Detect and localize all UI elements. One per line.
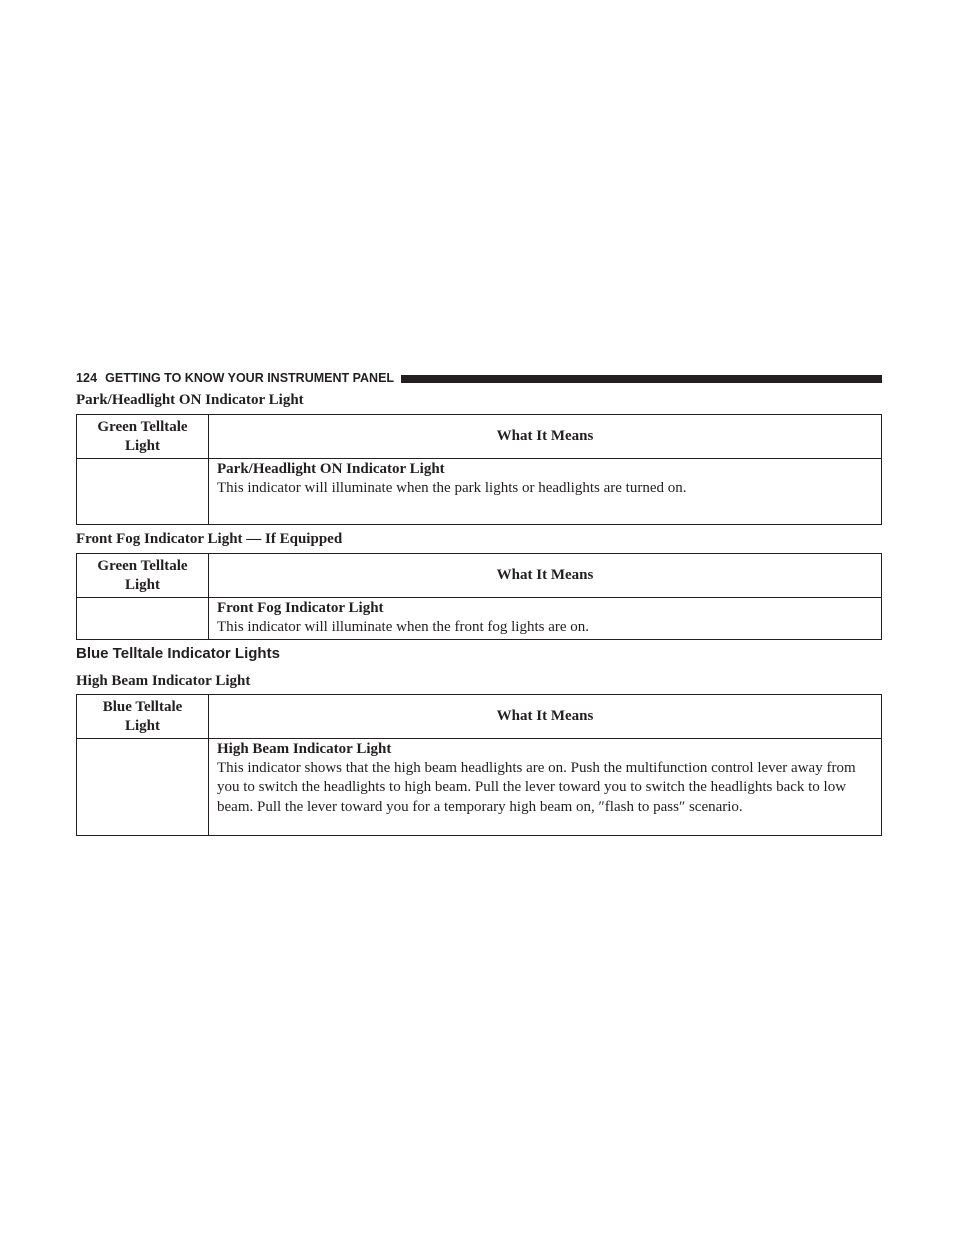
column-header-telltale (77, 554, 209, 598)
meaning-cell (209, 459, 882, 525)
entry-description: This indicator shows that the high beam headlights are on. Push the multifunction control lever away from you to switch the headlights to high beam. Pull the lever toward you to switch the headlights back to low beam. Pull the lever toward you for a temporary high beam on, ″flash to pass″ scenario. (217, 760, 856, 815)
column-header-line: Light (124, 717, 160, 734)
section-heading-high-beam: High Beam Indicator Light (76, 673, 251, 689)
table-row (77, 459, 882, 525)
column-header-telltale (77, 415, 209, 459)
column-header-line: Green Telltale (97, 418, 188, 435)
telltale-icon-cell (77, 739, 209, 836)
header-rule (401, 375, 882, 383)
group-heading-blue-telltale: Blue Telltale Indicator Lights (76, 645, 280, 662)
entry-title: High Beam Indicator Light (217, 741, 392, 757)
high-beam-table (76, 694, 882, 836)
table-header-row (77, 695, 882, 739)
column-header-line: Green Telltale (97, 557, 188, 574)
telltale-icon-cell (77, 598, 209, 640)
column-header-meaning: What It Means (209, 554, 882, 598)
page-header (76, 369, 882, 387)
column-header-meaning: What It Means (209, 415, 882, 459)
column-header-line: Light (124, 576, 160, 593)
section-heading-front-fog: Front Fog Indicator Light — If Equipped (76, 531, 343, 547)
entry-description: This indicator will illuminate when the front fog lights are on. (217, 619, 590, 636)
meaning-cell (209, 739, 882, 836)
section-heading-park-headlight: Park/Headlight ON Indicator Light (76, 392, 304, 408)
table-row (77, 739, 882, 836)
column-header-line: Blue Telltale (102, 698, 183, 715)
page-number: 124 (76, 371, 98, 385)
entry-title: Park/Headlight ON Indicator Light (217, 461, 445, 477)
entry-title: Front Fog Indicator Light (217, 600, 384, 616)
chapter-title: GETTING TO KNOW YOUR INSTRUMENT PANEL (105, 371, 395, 385)
column-header-telltale (77, 695, 209, 739)
column-header-line: Light (124, 437, 160, 454)
table-row (77, 598, 882, 640)
meaning-cell (209, 598, 882, 640)
table-header-row (77, 554, 882, 598)
telltale-icon-cell (77, 459, 209, 525)
entry-description: This indicator will illuminate when the park lights or headlights are turned on. (217, 480, 687, 497)
front-fog-table (76, 553, 882, 640)
column-header-meaning: What It Means (209, 695, 882, 739)
table-header-row (77, 415, 882, 459)
park-headlight-table (76, 414, 882, 525)
